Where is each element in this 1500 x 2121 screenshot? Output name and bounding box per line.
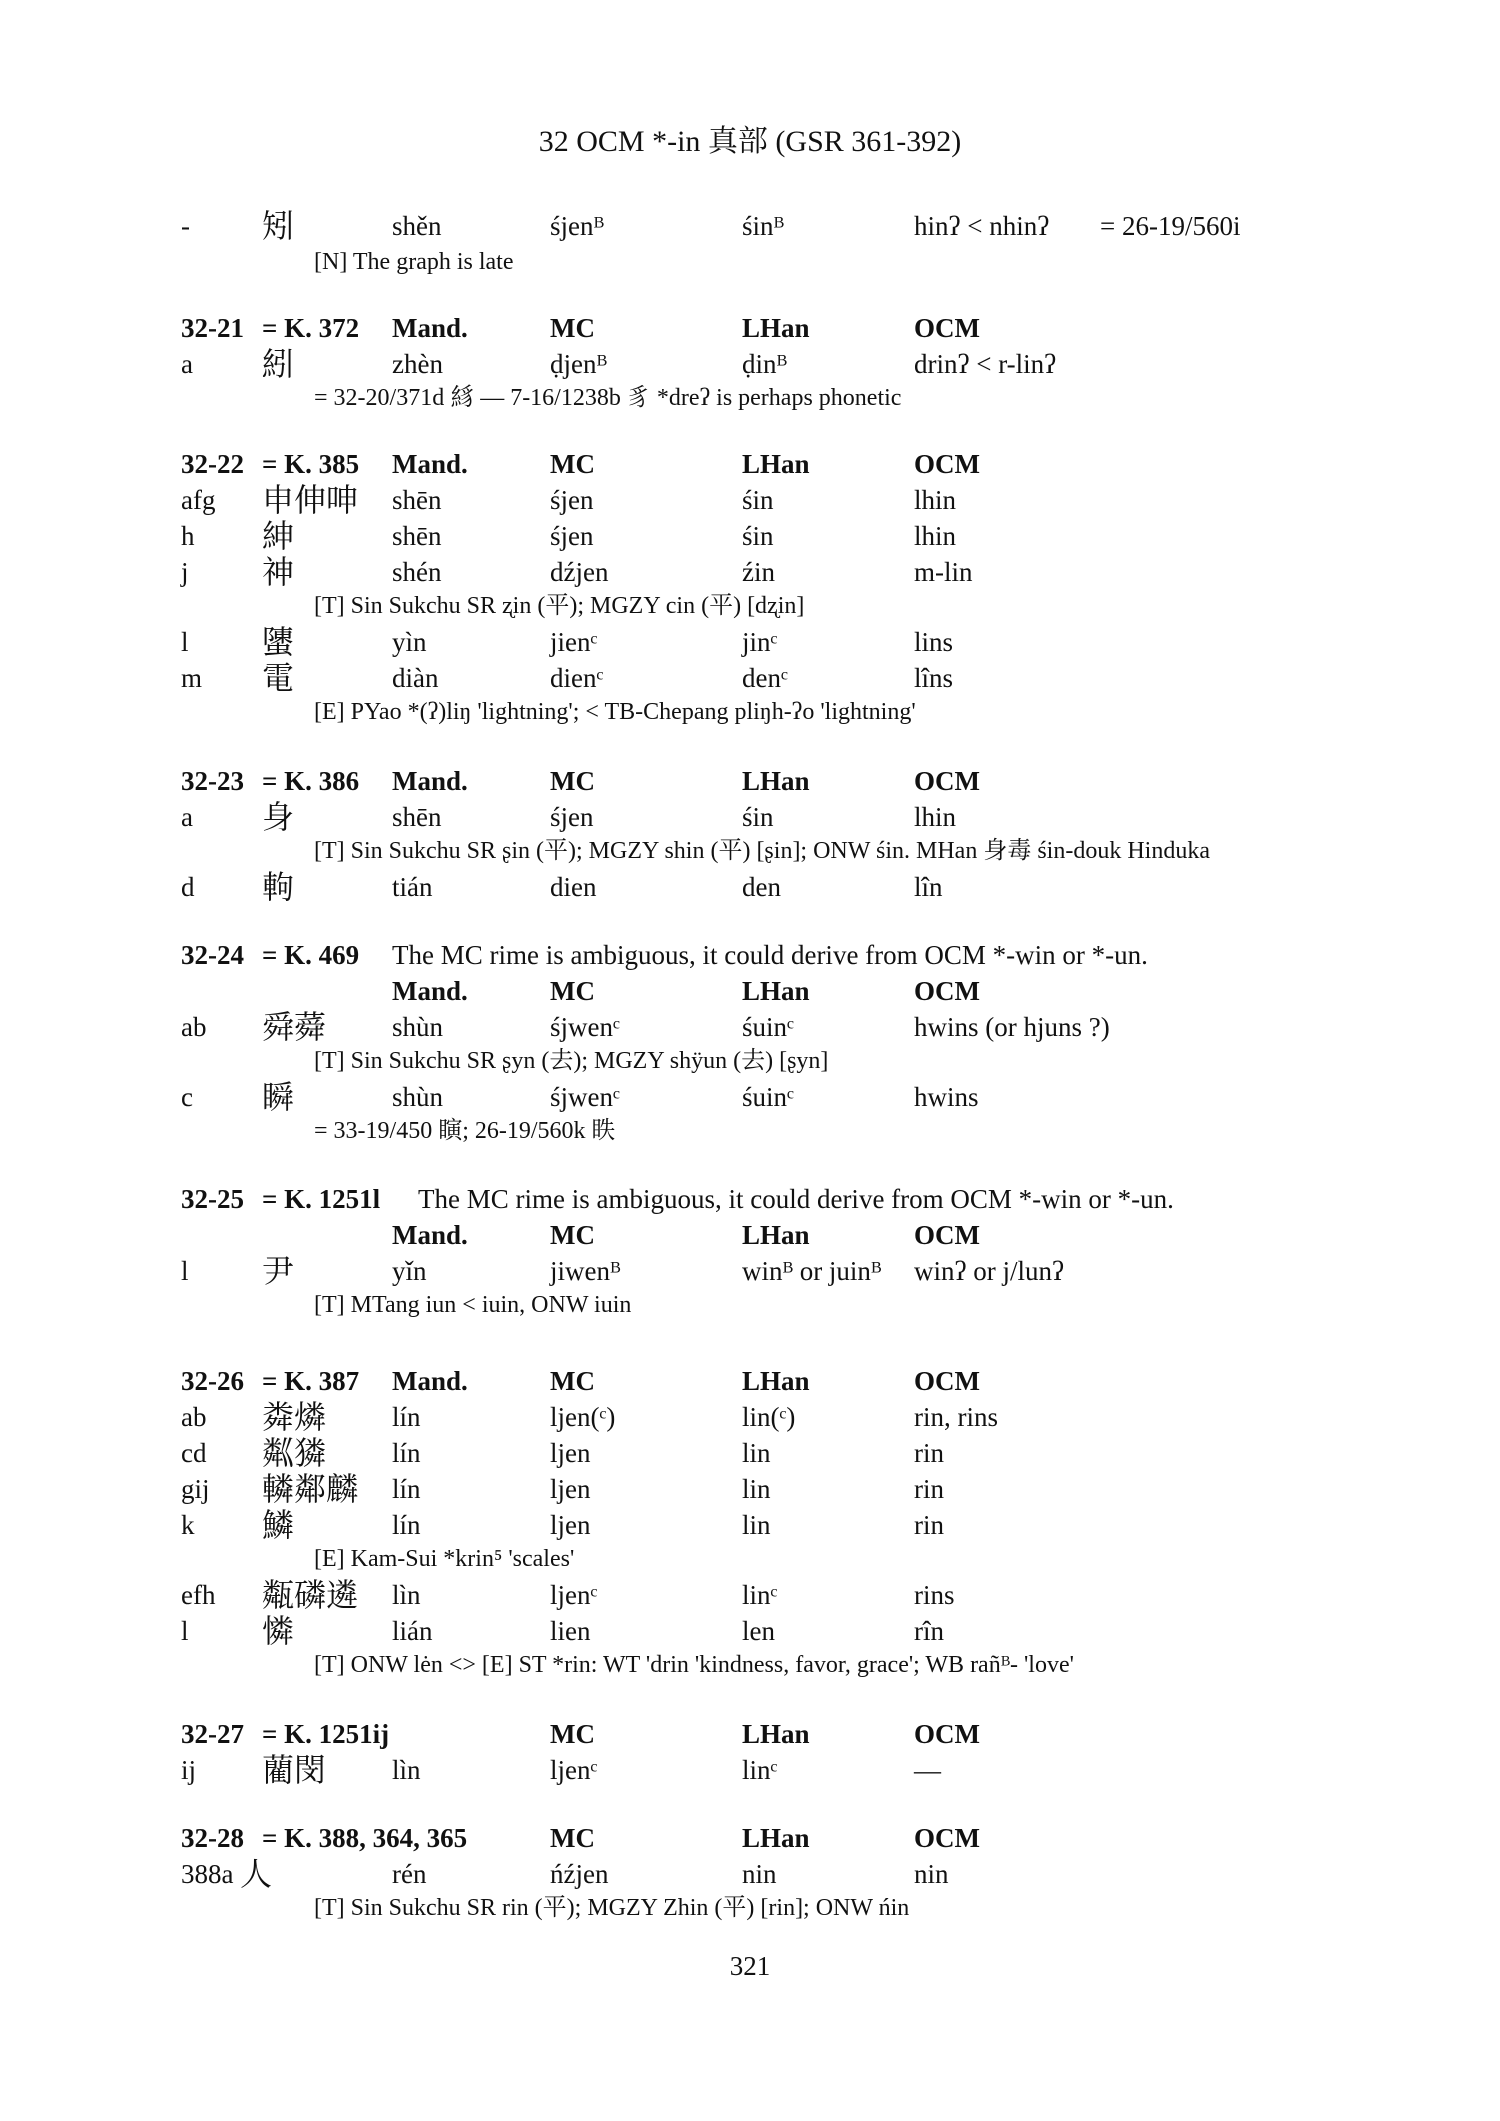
section-header [0, 937, 1500, 973]
row-id: k [181, 1510, 195, 1540]
ocm: winʔ or j/lunʔ [914, 1256, 1064, 1286]
entry-note: [E] PYao *(ʔ)liŋ 'lightning'; < TB-Chepang pliŋh-ʔo 'lightning' [314, 699, 916, 725]
graph: 神 [262, 554, 295, 590]
mand: lín [392, 1510, 421, 1540]
col-ocm: OCM [914, 313, 980, 343]
mand: shén [392, 557, 442, 587]
table-row [0, 799, 1500, 835]
section-code: 32-25 [181, 1184, 244, 1214]
xref: = 26-19/560i [1100, 211, 1241, 241]
row-id: h [181, 521, 195, 551]
lhan: lin [742, 1474, 771, 1504]
row-id: d [181, 872, 195, 902]
ocm: rin [914, 1474, 944, 1504]
row-id: l [181, 1256, 189, 1286]
karlgren-ref: = K. 387 [262, 1366, 360, 1396]
col-mc: MC [550, 1220, 595, 1250]
table-row [0, 1009, 1500, 1045]
table-row [0, 1752, 1500, 1788]
graph: 轔鄰麟 [262, 1471, 359, 1507]
lhan: lin [742, 1438, 771, 1468]
mand: shēn [392, 802, 442, 832]
row-id: 388a [181, 1859, 234, 1889]
mand: lín [392, 1438, 421, 1468]
mc: jienᶜ [550, 627, 598, 657]
lhan: winᴮ or juinᴮ [742, 1256, 882, 1286]
ocm: hwins [914, 1082, 979, 1112]
col-mand: Mand. [392, 976, 468, 1006]
row-id: ab [181, 1012, 207, 1042]
mand: lín [392, 1474, 421, 1504]
entry-note: [T] Sin Sukchu SR ʂyn (去); MGZY shÿun (去) [ʂyn] [314, 1048, 829, 1074]
mc: śjwenᶜ [550, 1012, 620, 1042]
section-code: 32-24 [181, 940, 244, 970]
mc: dienᶜ [550, 663, 604, 693]
ocm: m-lin [914, 557, 973, 587]
mc: ljenᶜ [550, 1580, 598, 1610]
column-headers [0, 973, 1500, 1009]
col-ocm: OCM [914, 1719, 980, 1749]
lhan: śin [742, 802, 774, 832]
col-mand: Mand. [392, 313, 468, 343]
mc: lien [550, 1616, 591, 1646]
section-code: 32-26 [181, 1366, 244, 1396]
row-id: j [181, 557, 189, 587]
lhan: den [742, 872, 781, 902]
mc: ḍjenᴮ [550, 349, 607, 379]
col-mand: Mand. [392, 1366, 468, 1396]
karlgren-ref: = K. 388, 364, 365 [262, 1823, 468, 1853]
lhan: śuinᶜ [742, 1082, 794, 1112]
graph: 矧 [262, 208, 295, 244]
entry-note: [T] Sin Sukchu SR ʂin (平); MGZY shin (平) [ʂin]; ONW śin. MHan 身毒 śin-douk Hinduka [314, 838, 1210, 864]
graph: 申伸呻 [262, 482, 359, 518]
row-id: l [181, 1616, 189, 1646]
graph: 紳 [262, 518, 295, 554]
entry-note: [T] Sin Sukchu SR rin (平); MGZY Zhin (平) [rin]; ONW ńin [314, 1895, 910, 1921]
lhan: denᶜ [742, 663, 788, 693]
graph: 螴 [262, 624, 295, 660]
lhan: śuinᶜ [742, 1012, 794, 1042]
mand: lìn [392, 1755, 421, 1785]
mand: shùn [392, 1012, 444, 1042]
entry-note: [T] MTang iun < iuin, ONW iuin [314, 1292, 632, 1318]
mand: lián [392, 1616, 433, 1646]
col-mc: MC [550, 1719, 595, 1749]
mand: yìn [392, 627, 427, 657]
ocm: lhin [914, 521, 957, 551]
mc: śjen [550, 802, 594, 832]
lhan: nin [742, 1859, 777, 1889]
section-description: The MC rime is ambiguous, it could derive from OCM *-win or *-un. [392, 940, 1148, 970]
section-code: 32-22 [181, 449, 244, 479]
section-header [0, 1363, 1500, 1399]
mc: ljen [550, 1474, 591, 1504]
mc: ljen [550, 1510, 591, 1540]
ocm: hwins (or hjuns ?) [914, 1012, 1110, 1042]
graph: 憐 [262, 1613, 295, 1649]
col-lhan: LHan [742, 313, 810, 343]
row-id: l [181, 627, 189, 657]
row-id: ab [181, 1402, 207, 1432]
ocm: lhin [914, 802, 957, 832]
col-lhan: LHan [742, 1366, 810, 1396]
ocm: nin [914, 1859, 949, 1889]
mc: ljen(ᶜ) [550, 1402, 616, 1432]
lhan: źin [742, 557, 775, 587]
lhan: lin [742, 1510, 771, 1540]
col-mand: Mand. [392, 766, 468, 796]
graph: 舜蕣 [262, 1009, 327, 1045]
graph: 身 [262, 799, 295, 835]
karlgren-ref: = K. 469 [262, 940, 360, 970]
ocm: lîns [914, 663, 954, 693]
graph: 尹 [262, 1253, 295, 1289]
mc: ljen [550, 1438, 591, 1468]
graph: 藺閔 [262, 1752, 327, 1788]
lhan: śin [742, 485, 774, 515]
ocm: rîn [914, 1616, 944, 1646]
col-lhan: LHan [742, 1719, 810, 1749]
section-header [0, 446, 1500, 482]
karlgren-ref: = K. 1251ij [262, 1719, 390, 1749]
row-id: c [181, 1082, 193, 1112]
table-row [0, 208, 1500, 244]
row-id: efh [181, 1580, 216, 1610]
col-mc: MC [550, 1823, 595, 1853]
table-row [0, 1577, 1500, 1613]
lhan: śinᴮ [742, 211, 784, 241]
col-mc: MC [550, 449, 595, 479]
table-row [0, 1079, 1500, 1115]
karlgren-ref: = K. 386 [262, 766, 360, 796]
mc: śjenᴮ [550, 211, 604, 241]
table-row [0, 1613, 1500, 1649]
graph: 粼獜 [262, 1435, 327, 1471]
ocm: hinʔ < nhinʔ [914, 211, 1050, 241]
row-id: a [181, 802, 193, 832]
page-number: 321 [729, 1951, 771, 1981]
mc: śjwenᶜ [550, 1082, 620, 1112]
section-code: 32-28 [181, 1823, 244, 1853]
table-row [0, 346, 1500, 382]
graph: 紖 [262, 346, 295, 382]
mand: shěn [392, 211, 442, 241]
table-row [0, 1435, 1500, 1471]
mand: shùn [392, 1082, 444, 1112]
ocm: rin, rins [914, 1402, 998, 1432]
section-header [0, 1181, 1500, 1217]
lhan: ḍinᴮ [742, 349, 787, 379]
table-row [0, 1471, 1500, 1507]
mc: dien [550, 872, 597, 902]
graph: 人 [240, 1856, 273, 1892]
col-ocm: OCM [914, 1823, 980, 1853]
karlgren-ref: = K. 385 [262, 449, 360, 479]
col-ocm: OCM [914, 1220, 980, 1250]
col-mc: MC [550, 1366, 595, 1396]
karlgren-ref: = K. 1251l [262, 1184, 381, 1214]
table-row [0, 1507, 1500, 1543]
table-row [0, 482, 1500, 518]
col-ocm: OCM [914, 976, 980, 1006]
entry-note: = 33-19/450 瞚; 26-19/560k 眣 [314, 1118, 616, 1144]
section-code: 32-21 [181, 313, 244, 343]
mc: dźjen [550, 557, 609, 587]
col-ocm: OCM [914, 449, 980, 479]
col-lhan: LHan [742, 1220, 810, 1250]
mand: shēn [392, 485, 442, 515]
section-header [0, 763, 1500, 799]
col-mc: MC [550, 766, 595, 796]
ocm: lins [914, 627, 954, 657]
col-lhan: LHan [742, 976, 810, 1006]
lhan: lin(ᶜ) [742, 1402, 796, 1432]
entry-note: [N] The graph is late [314, 249, 514, 275]
mand: tián [392, 872, 433, 902]
table-row [0, 518, 1500, 554]
lhan: len [742, 1616, 775, 1646]
page-title: 32 OCM *-in 真部 (GSR 361-392) [538, 125, 962, 158]
graph: 軥 [262, 869, 295, 905]
col-lhan: LHan [742, 449, 810, 479]
ocm: rin [914, 1510, 944, 1540]
mand: rén [392, 1859, 427, 1889]
graph: 甐磷遴 [262, 1577, 359, 1613]
graph: 電 [262, 660, 295, 696]
col-lhan: LHan [742, 766, 810, 796]
ocm: rin [914, 1438, 944, 1468]
lhan: śin [742, 521, 774, 551]
graph: 瞬 [262, 1079, 295, 1115]
mc: śjen [550, 521, 594, 551]
ocm: drinʔ < r-linʔ [914, 349, 1057, 379]
col-mand: Mand. [392, 449, 468, 479]
section-code: 32-23 [181, 766, 244, 796]
mc: ńźjen [550, 1859, 609, 1889]
table-row [0, 1399, 1500, 1435]
mand: lìn [392, 1580, 421, 1610]
graph: 粦燐 [262, 1399, 327, 1435]
entry-note: = 32-20/371d 絼 — 7-16/1238b 豸 *dreʔ is perhaps phonetic [314, 385, 902, 411]
table-row [0, 554, 1500, 590]
mc: ljenᶜ [550, 1755, 598, 1785]
ocm: lîn [914, 872, 943, 902]
col-mc: MC [550, 313, 595, 343]
lhan: linᶜ [742, 1755, 778, 1785]
table-row [0, 660, 1500, 696]
lhan: linᶜ [742, 1580, 778, 1610]
mand: yǐn [392, 1256, 427, 1286]
table-row [0, 1856, 1500, 1892]
karlgren-ref: = K. 372 [262, 313, 360, 343]
section-header [0, 1716, 1500, 1752]
row-id: - [181, 211, 190, 241]
ocm: — [914, 1755, 941, 1785]
col-lhan: LHan [742, 1823, 810, 1853]
section-header [0, 310, 1500, 346]
row-id: ij [181, 1755, 197, 1785]
entry-note: [T] Sin Sukchu SR ʐin (平); MGZY cin (平) [dʐin] [314, 593, 805, 619]
col-ocm: OCM [914, 1366, 980, 1396]
section-description: The MC rime is ambiguous, it could derive from OCM *-win or *-un. [418, 1184, 1174, 1214]
mand: zhèn [392, 349, 443, 379]
row-id: m [181, 663, 203, 693]
column-headers [0, 1217, 1500, 1253]
row-id: afg [181, 485, 216, 515]
row-id: gij [181, 1474, 210, 1504]
mc: śjen [550, 485, 594, 515]
col-ocm: OCM [914, 766, 980, 796]
row-id: a [181, 349, 193, 379]
entry-note: [E] Kam-Sui *krin⁵ 'scales' [314, 1546, 575, 1572]
mc: jiwenᴮ [550, 1256, 621, 1286]
lhan: jinᶜ [742, 627, 778, 657]
mand: shēn [392, 521, 442, 551]
row-id: cd [181, 1438, 207, 1468]
col-mc: MC [550, 976, 595, 1006]
ocm: lhin [914, 485, 957, 515]
table-row [0, 869, 1500, 905]
mand: diàn [392, 663, 439, 693]
section-header [0, 1820, 1500, 1856]
table-row [0, 1253, 1500, 1289]
ocm: rins [914, 1580, 955, 1610]
mand: lín [392, 1402, 421, 1432]
col-mand: Mand. [392, 1220, 468, 1250]
graph: 鱗 [262, 1507, 295, 1543]
entry-note: [T] ONW lėn <> [E] ST *rin: WT 'drin 'kindness, favor, grace'; WB rañᴮ- 'love' [314, 1652, 1074, 1678]
table-row [0, 624, 1500, 660]
section-code: 32-27 [181, 1719, 244, 1749]
